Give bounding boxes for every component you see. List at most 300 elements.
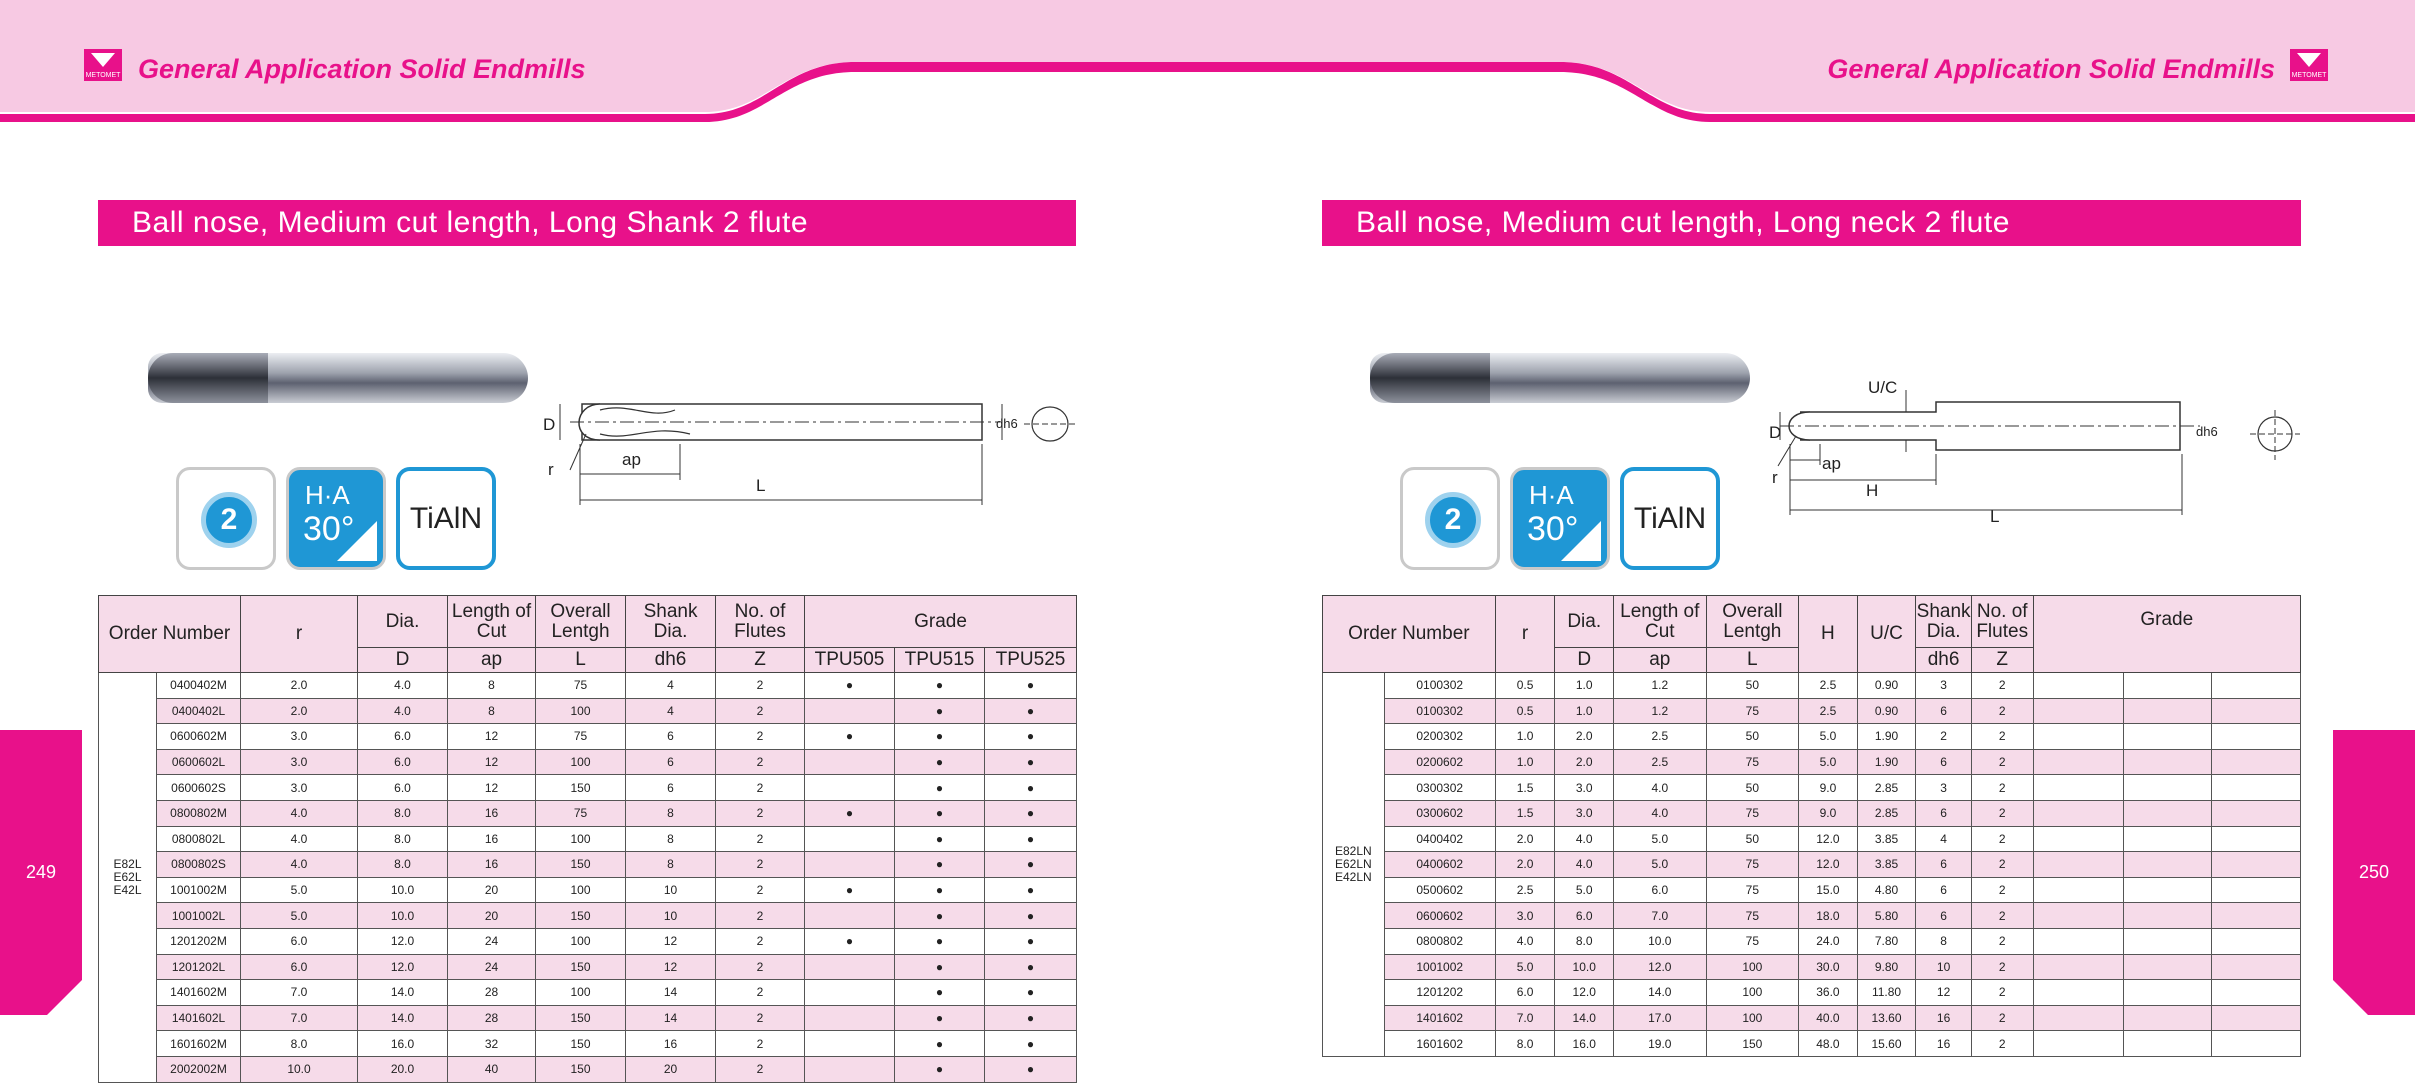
cell-ap: 32	[448, 1031, 536, 1057]
cell-d: 6.0	[358, 775, 448, 801]
cell-l: 100	[536, 698, 626, 724]
cell-g1	[805, 903, 895, 929]
cell-grade-empty	[2124, 852, 2212, 878]
dim-label-r-left: r	[548, 460, 554, 479]
cell-grade-empty	[2124, 1005, 2212, 1031]
cell-h: 5.0	[1799, 749, 1858, 775]
cell-r: 4.0	[241, 852, 358, 878]
cell-d: 2.0	[1555, 724, 1614, 750]
cell-g1: ●	[805, 800, 895, 826]
cell-grade-empty	[2212, 954, 2301, 980]
col-shank-dia: Shank Dia.	[1916, 596, 1972, 648]
cell-grade-empty	[2124, 954, 2212, 980]
section-title-right: Ball nose, Medium cut length, Long neck 2 flute	[1322, 200, 2301, 246]
cell-l: 75	[1706, 698, 1799, 724]
helix-angle-badge-right	[1510, 467, 1610, 570]
cell-uc: 9.80	[1857, 954, 1916, 980]
cell-h: 12.0	[1799, 826, 1858, 852]
table-row	[99, 724, 1077, 750]
cell-grade-empty	[2033, 852, 2123, 878]
cell-d: 10.0	[358, 903, 448, 929]
cell-grade-empty	[2212, 980, 2301, 1006]
page-number-right: 250	[2358, 862, 2390, 882]
cell-r: 0.5	[1495, 673, 1555, 699]
helix-angle-value: 30°	[303, 510, 355, 548]
cell-ap: 5.0	[1614, 852, 1707, 878]
col-order-number: Order Number	[99, 596, 241, 673]
cell-z: 2	[1971, 673, 2033, 699]
col-overall-length: Overall Lentgh	[1706, 596, 1799, 648]
cell-code: 0400402	[1384, 826, 1495, 852]
cell-d: 16.0	[358, 1031, 448, 1057]
brand-logo-left: METOMET	[84, 49, 122, 81]
cell-l: 150	[536, 954, 626, 980]
cell-dh6: 6	[626, 749, 716, 775]
cell-uc: 4.80	[1857, 877, 1916, 903]
cell-dh6: 20	[626, 1056, 716, 1082]
cell-l: 100	[536, 928, 626, 954]
cell-code: 2002002M	[157, 1056, 241, 1082]
cell-g2: ●	[895, 903, 985, 929]
cell-g1: ●	[805, 928, 895, 954]
cell-code: 1401602L	[157, 1005, 241, 1031]
cell-z: 2	[1971, 800, 2033, 826]
cell-dh6: 6	[1916, 749, 1972, 775]
cell-grade-empty	[2212, 852, 2301, 878]
cell-z: 2	[1971, 749, 2033, 775]
table-row	[99, 928, 1077, 954]
cell-dh6: 6	[1916, 698, 1972, 724]
cell-grade-empty	[2212, 1031, 2301, 1057]
cell-ap: 17.0	[1614, 1005, 1707, 1031]
cell-ap: 24	[448, 928, 536, 954]
cell-g1	[805, 1031, 895, 1057]
cell-z: 2	[1971, 903, 2033, 929]
cell-grade-empty	[2212, 749, 2301, 775]
cell-ap: 14.0	[1614, 980, 1707, 1006]
cell-grade-empty	[2124, 928, 2212, 954]
cell-code: 1001002M	[157, 877, 241, 903]
cell-d: 6.0	[358, 749, 448, 775]
cell-g2: ●	[895, 980, 985, 1006]
cell-d: 3.0	[1555, 775, 1614, 801]
cell-grade-empty	[2124, 800, 2212, 826]
cell-g3: ●	[985, 826, 1077, 852]
cell-d: 8.0	[358, 826, 448, 852]
sym-z: Z	[1971, 648, 2033, 673]
cell-uc: 5.80	[1857, 903, 1916, 929]
cell-uc: 2.85	[1857, 775, 1916, 801]
cell-z: 2	[1971, 980, 2033, 1006]
grade-tpu525: TPU525	[985, 648, 1077, 673]
col-length-of-cut: Length of Cut	[448, 596, 536, 648]
cell-r: 7.0	[241, 1005, 358, 1031]
header-title-right: General Application Solid Endmills	[1827, 54, 2275, 84]
cell-l: 50	[1706, 775, 1799, 801]
cell-l: 150	[536, 903, 626, 929]
cell-g2: ●	[895, 1031, 985, 1057]
cell-d: 12.0	[358, 928, 448, 954]
cell-r: 3.0	[1495, 903, 1555, 929]
dim-label-H-right: H	[1866, 481, 1879, 500]
cell-z: 2	[716, 673, 805, 699]
cell-r: 1.0	[1495, 749, 1555, 775]
cell-r: 4.0	[241, 826, 358, 852]
cell-d: 12.0	[1555, 980, 1614, 1006]
table-row	[1323, 1005, 2301, 1031]
cell-grade-empty	[2033, 903, 2123, 929]
cell-ap: 28	[448, 980, 536, 1006]
cell-l: 100	[536, 877, 626, 903]
cell-g3: ●	[985, 928, 1077, 954]
cell-r: 4.0	[241, 800, 358, 826]
cell-h: 2.5	[1799, 673, 1858, 699]
cell-dh6: 6	[1916, 877, 1972, 903]
table-row	[1323, 903, 2301, 929]
cell-dh6: 2	[1916, 724, 1972, 750]
coating-badge-left: TiAlN	[396, 467, 496, 570]
cell-code: 1001002L	[157, 903, 241, 929]
table-row	[1323, 1031, 2301, 1057]
page-number-left: 249	[25, 862, 57, 882]
cell-dh6: 3	[1916, 673, 1972, 699]
cell-uc: 1.90	[1857, 749, 1916, 775]
cell-grade-empty	[2124, 749, 2212, 775]
cell-ap: 8	[448, 673, 536, 699]
cell-g1	[805, 1056, 895, 1082]
cell-dh6: 14	[626, 980, 716, 1006]
cell-uc: 2.85	[1857, 800, 1916, 826]
cell-g3: ●	[985, 1005, 1077, 1031]
table-row	[1323, 980, 2301, 1006]
cell-z: 2	[716, 980, 805, 1006]
cell-g2: ●	[895, 928, 985, 954]
cell-d: 14.0	[1555, 1005, 1614, 1031]
cell-r: 7.0	[1495, 1005, 1555, 1031]
cell-code: 0600602	[1384, 903, 1495, 929]
cell-ap: 16	[448, 800, 536, 826]
cell-ap: 2.5	[1614, 749, 1707, 775]
dim-label-L-right: L	[1990, 507, 2000, 526]
cell-uc: 1.90	[1857, 724, 1916, 750]
cell-g2: ●	[895, 877, 985, 903]
cell-ap: 20	[448, 877, 536, 903]
cell-h: 36.0	[1799, 980, 1858, 1006]
cell-code: 0800802M	[157, 800, 241, 826]
cell-grade-empty	[2033, 673, 2123, 699]
cell-ap: 8	[448, 698, 536, 724]
cell-grade-empty	[2033, 698, 2123, 724]
cell-g3: ●	[985, 954, 1077, 980]
dim-label-r-right: r	[1772, 468, 1778, 487]
cell-r: 3.0	[241, 775, 358, 801]
cell-g1	[805, 954, 895, 980]
table-row	[99, 1056, 1077, 1082]
cell-dh6: 6	[1916, 800, 1972, 826]
cell-d: 1.0	[1555, 673, 1614, 699]
cell-r: 1.5	[1495, 800, 1555, 826]
cell-dh6: 10	[626, 903, 716, 929]
header-title-left: General Application Solid Endmills	[138, 54, 586, 84]
cell-g2: ●	[895, 852, 985, 878]
cell-l: 100	[536, 749, 626, 775]
cell-g3: ●	[985, 698, 1077, 724]
table-row	[1323, 698, 2301, 724]
cell-g3: ●	[985, 724, 1077, 750]
table-row	[1323, 673, 2301, 699]
cell-r: 2.0	[241, 673, 358, 699]
cell-ap: 6.0	[1614, 877, 1707, 903]
cell-d: 1.0	[1555, 698, 1614, 724]
cell-r: 3.0	[241, 749, 358, 775]
cell-grade-empty	[2212, 877, 2301, 903]
cell-dh6: 16	[1916, 1005, 1972, 1031]
col-dia: Dia.	[1555, 596, 1614, 648]
cell-z: 2	[716, 928, 805, 954]
cell-code: 1201202L	[157, 954, 241, 980]
cell-grade-empty	[2124, 698, 2212, 724]
cell-g3: ●	[985, 1031, 1077, 1057]
cell-g1	[805, 980, 895, 1006]
cell-ap: 12	[448, 749, 536, 775]
grade-tpu505: TPU505	[805, 648, 895, 673]
table-row	[99, 775, 1077, 801]
cell-g3: ●	[985, 852, 1077, 878]
cell-uc: 7.80	[1857, 928, 1916, 954]
sym-dh6: dh6	[626, 648, 716, 673]
cell-grade-empty	[2124, 903, 2212, 929]
cell-dh6: 3	[1916, 775, 1972, 801]
cell-h: 15.0	[1799, 877, 1858, 903]
cell-r: 6.0	[241, 928, 358, 954]
cell-l: 75	[1706, 852, 1799, 878]
cell-z: 2	[1971, 775, 2033, 801]
cell-ap: 1.2	[1614, 698, 1707, 724]
cell-r: 2.5	[1495, 877, 1555, 903]
cell-h: 5.0	[1799, 724, 1858, 750]
cell-grade-empty	[2033, 954, 2123, 980]
cell-uc: 0.90	[1857, 698, 1916, 724]
cell-code: 1201202M	[157, 928, 241, 954]
cell-d: 16.0	[1555, 1031, 1614, 1057]
cell-z: 2	[1971, 826, 2033, 852]
cell-g2: ●	[895, 775, 985, 801]
cell-r: 4.0	[1495, 928, 1555, 954]
cell-grade-empty	[2033, 928, 2123, 954]
cell-h: 9.0	[1799, 775, 1858, 801]
cell-code: 1401602	[1384, 1005, 1495, 1031]
cell-dh6: 12	[626, 954, 716, 980]
cell-ap: 2.5	[1614, 724, 1707, 750]
cell-g2: ●	[895, 1005, 985, 1031]
cell-uc: 0.90	[1857, 673, 1916, 699]
cell-ap: 10.0	[1614, 928, 1707, 954]
series-label: E82L E62L E42L	[99, 673, 157, 1083]
cell-dh6: 4	[1916, 826, 1972, 852]
cell-r: 2.0	[1495, 852, 1555, 878]
cell-l: 150	[536, 1031, 626, 1057]
cell-d: 2.0	[1555, 749, 1614, 775]
cell-g1	[805, 1005, 895, 1031]
cell-z: 2	[716, 954, 805, 980]
table-row	[99, 1005, 1077, 1031]
col-uc: U/C	[1857, 596, 1916, 673]
cell-ap: 28	[448, 1005, 536, 1031]
table-row	[1323, 877, 2301, 903]
cell-z: 2	[1971, 877, 2033, 903]
cell-r: 8.0	[241, 1031, 358, 1057]
cell-code: 1601602	[1384, 1031, 1495, 1057]
cell-code: 0200302	[1384, 724, 1495, 750]
table-row	[99, 749, 1077, 775]
cell-uc: 3.85	[1857, 852, 1916, 878]
cell-r: 6.0	[241, 954, 358, 980]
cell-code: 0400402M	[157, 673, 241, 699]
cell-g1	[805, 852, 895, 878]
brand-logo-right: METOMET	[2290, 49, 2328, 81]
cell-d: 8.0	[358, 852, 448, 878]
cell-ap: 4.0	[1614, 775, 1707, 801]
cell-h: 18.0	[1799, 903, 1858, 929]
cell-d: 4.0	[358, 698, 448, 724]
cell-l: 50	[1706, 826, 1799, 852]
cell-z: 2	[716, 1031, 805, 1057]
spec-table-left	[98, 595, 1077, 1083]
cell-z: 2	[716, 1056, 805, 1082]
cell-z: 2	[1971, 928, 2033, 954]
cell-l: 50	[1706, 724, 1799, 750]
cell-r: 5.0	[241, 877, 358, 903]
dim-label-ap-right: ap	[1822, 454, 1841, 473]
table-row	[99, 954, 1077, 980]
col-order-number: Order Number	[1323, 596, 1496, 673]
cell-grade-empty	[2212, 903, 2301, 929]
cell-d: 20.0	[358, 1056, 448, 1082]
cell-z: 2	[1971, 1031, 2033, 1057]
dim-label-dh6-left: dh6	[996, 416, 1018, 431]
endmill-photo-left	[148, 353, 528, 403]
cell-code: 1601602M	[157, 1031, 241, 1057]
cell-g1	[805, 775, 895, 801]
cell-ap: 16	[448, 826, 536, 852]
cell-dh6: 14	[626, 1005, 716, 1031]
cell-code: 0100302	[1384, 698, 1495, 724]
table-row	[99, 698, 1077, 724]
table-row	[99, 980, 1077, 1006]
cell-ap: 40	[448, 1056, 536, 1082]
dim-label-D-left: D	[543, 415, 556, 434]
cell-h: 24.0	[1799, 928, 1858, 954]
cell-code: 0800802S	[157, 852, 241, 878]
col-shank-dia: Shank Dia.	[626, 596, 716, 648]
cell-r: 5.0	[241, 903, 358, 929]
cell-dh6: 12	[626, 928, 716, 954]
table-row	[1323, 954, 2301, 980]
table-row	[99, 673, 1077, 699]
cell-z: 2	[716, 724, 805, 750]
cell-ap: 12.0	[1614, 954, 1707, 980]
cell-uc: 13.60	[1857, 1005, 1916, 1031]
cell-z: 2	[716, 877, 805, 903]
cell-ap: 20	[448, 903, 536, 929]
cell-g3: ●	[985, 903, 1077, 929]
endmill-photo-right	[1370, 353, 1750, 403]
cell-l: 150	[1706, 1031, 1799, 1057]
cell-code: 0600602M	[157, 724, 241, 750]
cell-z: 2	[716, 852, 805, 878]
cell-code: 1401602M	[157, 980, 241, 1006]
helix-angle-badge-left	[286, 467, 386, 570]
cell-l: 100	[536, 826, 626, 852]
cell-l: 150	[536, 1005, 626, 1031]
cell-d: 4.0	[358, 673, 448, 699]
cell-grade-empty	[2124, 1031, 2212, 1057]
sym-dh6: dh6	[1916, 648, 1972, 673]
cell-ap: 5.0	[1614, 826, 1707, 852]
tool-drawing-right	[1760, 370, 2310, 530]
cell-z: 2	[1971, 1005, 2033, 1031]
sym-d: D	[358, 648, 448, 673]
sym-z: Z	[716, 648, 805, 673]
cell-ap: 7.0	[1614, 903, 1707, 929]
cell-r: 6.0	[1495, 980, 1555, 1006]
cell-grade-empty	[2124, 980, 2212, 1006]
table-row	[1323, 826, 2301, 852]
cell-h: 48.0	[1799, 1031, 1858, 1057]
cell-g2: ●	[895, 724, 985, 750]
cell-grade-empty	[2212, 928, 2301, 954]
cell-ap: 12	[448, 775, 536, 801]
sym-ap: ap	[448, 648, 536, 673]
cell-grade-empty	[2212, 724, 2301, 750]
cell-l: 150	[536, 775, 626, 801]
table-row	[99, 852, 1077, 878]
helix-label: H·A	[305, 480, 350, 510]
cell-grade-empty	[2033, 980, 2123, 1006]
cell-g1: ●	[805, 877, 895, 903]
table-row	[99, 877, 1077, 903]
col-h: H	[1799, 596, 1858, 673]
cell-code: 0500602	[1384, 877, 1495, 903]
cell-g2: ●	[895, 826, 985, 852]
cell-grade-empty	[2033, 1031, 2123, 1057]
cell-z: 2	[716, 698, 805, 724]
col-r: r	[241, 596, 358, 673]
cell-grade-empty	[2033, 826, 2123, 852]
cell-l: 75	[536, 800, 626, 826]
cell-r: 5.0	[1495, 954, 1555, 980]
cell-dh6: 8	[626, 826, 716, 852]
cell-r: 1.5	[1495, 775, 1555, 801]
cell-g1	[805, 826, 895, 852]
cell-l: 75	[536, 673, 626, 699]
cell-l: 75	[1706, 877, 1799, 903]
cell-l: 75	[1706, 800, 1799, 826]
cell-dh6: 4	[626, 698, 716, 724]
cell-h: 30.0	[1799, 954, 1858, 980]
cell-grade-empty	[2124, 673, 2212, 699]
cell-h: 9.0	[1799, 800, 1858, 826]
tool-drawing-left	[540, 390, 1080, 510]
cell-ap: 1.2	[1614, 673, 1707, 699]
cell-g2: ●	[895, 673, 985, 699]
cell-z: 2	[1971, 724, 2033, 750]
cell-d: 6.0	[358, 724, 448, 750]
cell-uc: 11.80	[1857, 980, 1916, 1006]
cell-code: 0800802L	[157, 826, 241, 852]
cell-dh6: 10	[626, 877, 716, 903]
dim-label-dh6-right: dh6	[2196, 424, 2218, 439]
